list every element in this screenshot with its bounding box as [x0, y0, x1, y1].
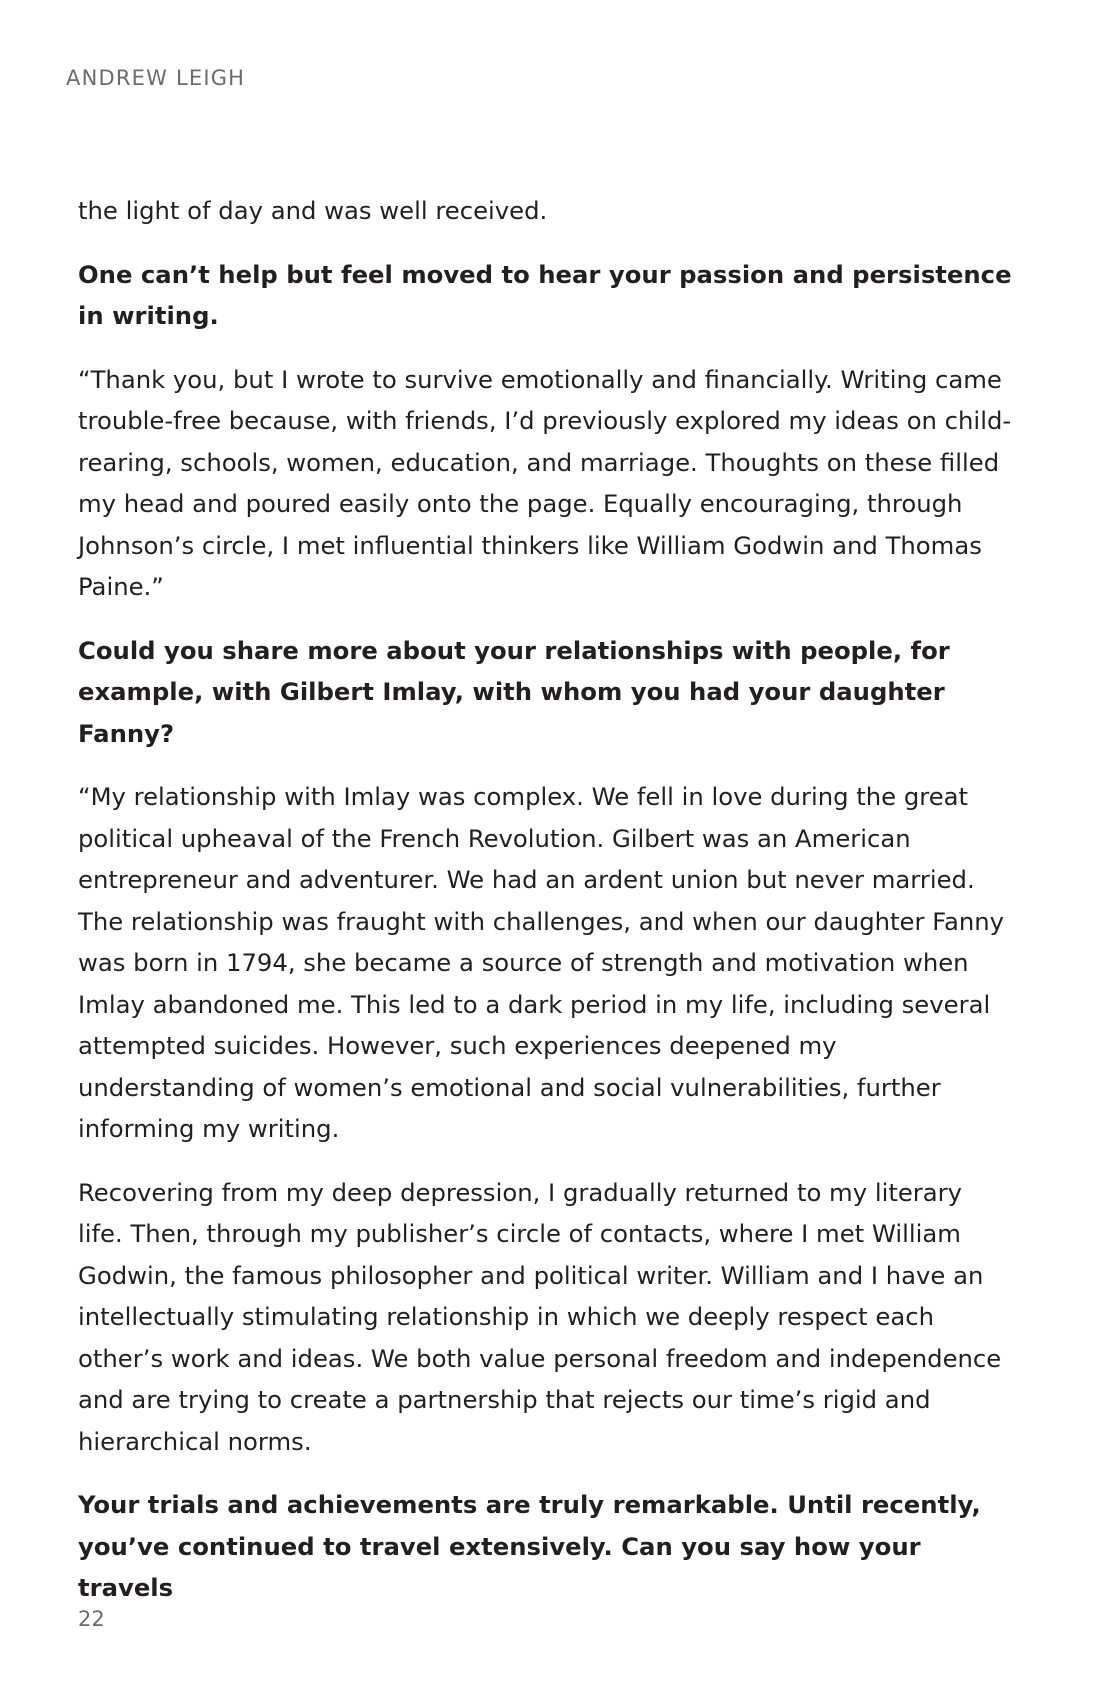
- question-paragraph: Could you share more about your relationships with people, for example, with Gilbert Imlay, with whom you had your daughter Fanny?: [78, 635, 950, 748]
- answer-paragraph: Recovering from my deep depression, I gradually returned to my literary life. Then, through my publisher’s circle of contacts, where I met William Godwin, the famous philosopher and political writer. William and I have an intellectually stimulating relationship in which we deeply respect each other’s work and ideas. We both value personal freedom and independence and are trying to create a partnership that rejects our time’s rigid and hierarchical norms.: [78, 1177, 1002, 1456]
- answer-paragraph: “Thank you, but I wrote to survive emotionally and financially. Writing came trouble-free because, with friends, I’d previously explored my ideas on child-rearing, schools, women, education, and marriage. Thoughts on these filled my head and poured easily onto the page. Equally encouraging, through Johnson’s circle, I met influential thinkers like William Godwin and Thomas Paine.”: [78, 364, 1012, 601]
- page-body: [78, 190, 1013, 1631]
- question-paragraph: Your trials and achievements are truly remarkable. Until recently, you’ve continued to travel extensively. Can you say how your travels: [78, 1490, 981, 1602]
- question-paragraph: One can’t help but feel moved to hear your passion and persistence in writing.: [78, 259, 1012, 330]
- answer-paragraph: the light of day and was well received.: [78, 196, 548, 225]
- page-number: 22: [78, 1607, 105, 1631]
- running-header-author: ANDREW LEIGH: [66, 66, 246, 90]
- answer-paragraph: “My relationship with Imlay was complex. We fell in love during the great political upheaval of the French Revolution. Gilbert was an American entrepreneur and adventurer. We had an ardent union but never married. The relationship was fraught with challenges, and when our daughter Fanny was born in 1794, she became a source of strength and motivation when Imlay abandoned me. This led to a dark period in my life, including several attempted suicides. However, such experiences deepened my understanding of women’s emotional and social vulnerabilities, further informing my writing.: [78, 782, 1005, 1143]
